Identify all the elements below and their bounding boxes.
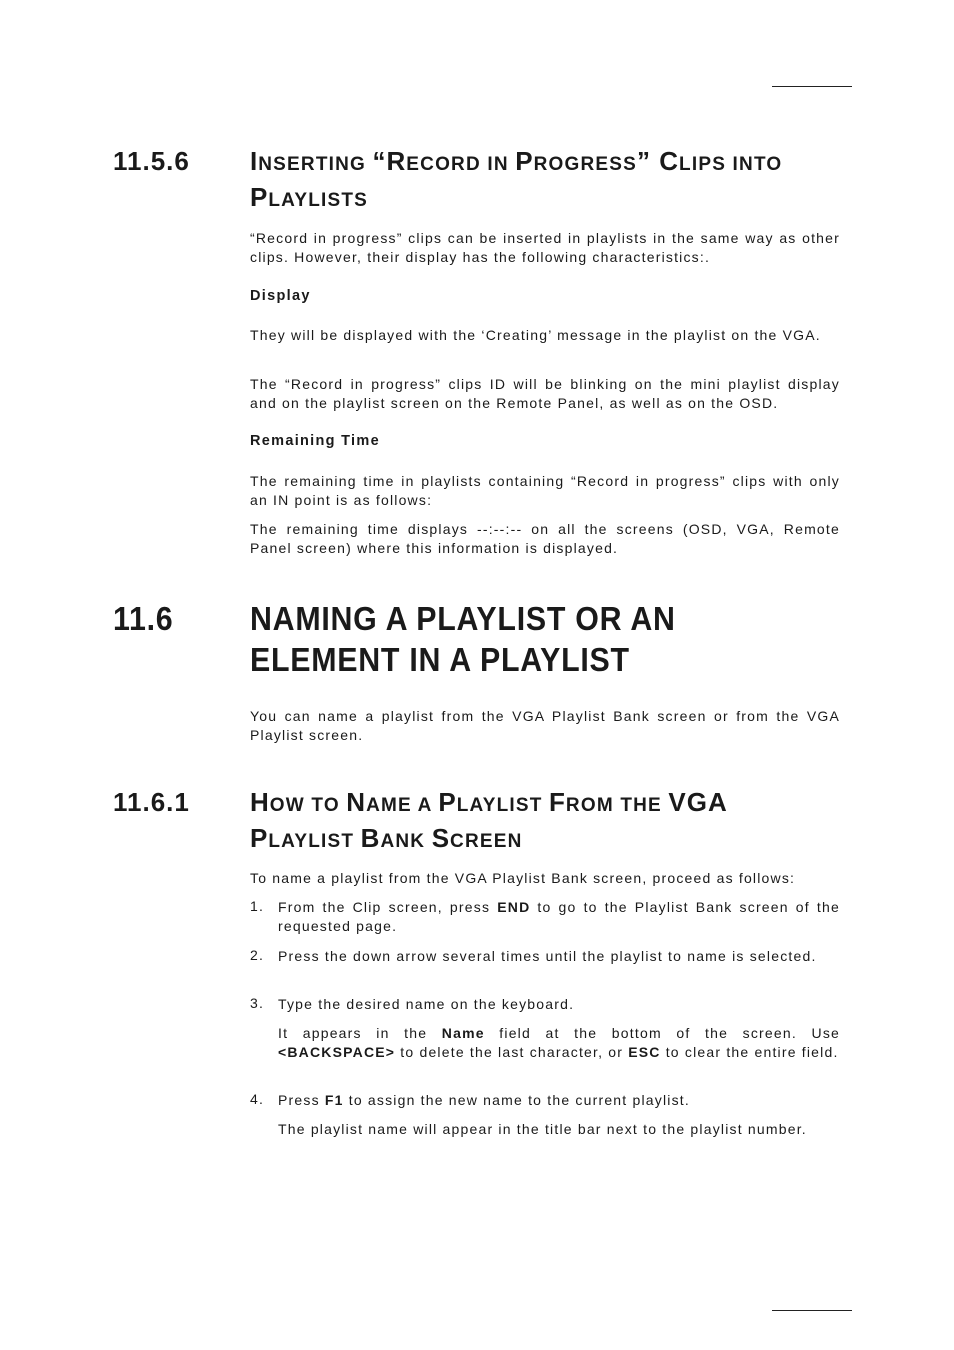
- note-text: It appears in the: [278, 1025, 442, 1041]
- subheading-remaining-time: Remaining Time: [250, 433, 380, 449]
- title-fragment: CREEN: [450, 831, 523, 852]
- title-fragment: LIPS INTO: [679, 154, 783, 175]
- list-item-number: 3.: [250, 995, 265, 1011]
- title-fragment: H: [250, 787, 270, 817]
- section-number: 11.5.6: [113, 146, 190, 176]
- title-fragment: P: [438, 787, 457, 817]
- title-fragment: F: [549, 787, 566, 817]
- key-esc: ESC: [628, 1044, 661, 1060]
- title-fragment: “R: [372, 146, 407, 176]
- list-item: Press the down arrow several times until the playlist to name is selected.: [278, 948, 817, 964]
- title-fragment: VGA: [668, 787, 728, 817]
- title-fragment: P: [250, 182, 269, 212]
- section-title-line1: [250, 145, 782, 181]
- title-fragment: OW TO: [269, 795, 347, 816]
- list-item: Type the desired name on the keyboard.: [278, 996, 575, 1012]
- title-fragment: LAYLIST: [268, 831, 361, 852]
- title-fragment: ROM THE: [565, 795, 669, 816]
- section-title-line2: [250, 822, 728, 858]
- paragraph: The remaining time in playlists containing “Record in progress” clips with only an IN point is as follows:: [250, 473, 840, 508]
- list-item-number: 1.: [250, 898, 265, 914]
- section-title: [250, 786, 728, 858]
- title-fragment: S: [431, 823, 451, 853]
- step-text: From the Clip screen, press: [278, 899, 498, 915]
- step-text: to go to the Playlist Bank screen of the requested page.: [278, 899, 840, 934]
- title-fragment: B: [360, 823, 381, 853]
- title-fragment: I: [250, 146, 259, 176]
- section-title-line2: [250, 181, 782, 217]
- title-fragment: ” C: [637, 146, 680, 176]
- note-text: to clear the entire field.: [660, 1044, 839, 1060]
- section-title-line1: [250, 786, 728, 822]
- section-title: [250, 145, 782, 217]
- list-item: [278, 1091, 840, 1110]
- paragraph: The “Record in progress” clips ID will be blinking on the mini playlist display and on the playlist screen on the Remote Panel, as well as on the OSD.: [250, 376, 840, 411]
- paragraph: They will be displayed with the ‘Creating’ message in the playlist on the VGA.: [250, 327, 821, 343]
- title-fragment: NSERTING: [258, 154, 373, 175]
- subheading-display: Display: [250, 288, 311, 304]
- note-text: to delete the last character, or: [395, 1044, 629, 1060]
- title-fragment: P: [515, 146, 534, 176]
- list-item-number: 2.: [250, 947, 265, 963]
- list-item-note: The playlist name will appear in the title bar next to the playlist number.: [278, 1121, 807, 1137]
- list-item-note: [278, 1024, 840, 1062]
- paragraph: You can name a playlist from the VGA Playlist Bank screen or from the VGA Playlist screen.: [250, 708, 840, 743]
- footer-rule: [772, 1310, 852, 1311]
- title-fragment: P: [250, 823, 269, 853]
- chapter-section-title-line1: NAMING A PLAYLIST OR AN: [250, 600, 676, 637]
- step-text: to assign the new name to the current playlist.: [343, 1092, 690, 1108]
- title-fragment: AME A: [366, 795, 439, 816]
- section-number: 11.6.1: [113, 787, 190, 817]
- chapter-section-number: 11.6: [113, 600, 174, 637]
- list-item-number: 4.: [250, 1091, 265, 1107]
- title-fragment: ROGRESS: [533, 154, 638, 175]
- list-item: [278, 898, 840, 936]
- note-text: field at the bottom of the screen. Use: [484, 1025, 841, 1041]
- step-text: Press: [278, 1092, 325, 1108]
- paragraph: The remaining time displays --:--:-- on all the screens (OSD, VGA, Remote Panel screen) where this information is displayed.: [250, 521, 840, 556]
- title-fragment: ANK: [380, 831, 432, 852]
- title-fragment: LAYLIST: [456, 795, 550, 816]
- key-name: Name: [441, 1025, 485, 1041]
- title-fragment: N: [346, 787, 367, 817]
- key-f1: F1: [324, 1092, 344, 1108]
- header-rule: [772, 86, 852, 87]
- paragraph: To name a playlist from the VGA Playlist Bank screen, proceed as follows:: [250, 870, 796, 886]
- chapter-section-title-line2: ELEMENT IN A PLAYLIST: [250, 641, 630, 678]
- key-end: END: [497, 899, 531, 915]
- paragraph: “Record in progress” clips can be inserted in playlists in the same way as other clips. However, their display has the following characteristics:.: [250, 230, 840, 265]
- title-fragment: LAYLISTS: [268, 190, 369, 211]
- title-fragment: ECORD IN: [406, 154, 516, 175]
- key-backspace: <BACKSPACE>: [278, 1044, 396, 1060]
- chapter-section-title: [250, 598, 676, 680]
